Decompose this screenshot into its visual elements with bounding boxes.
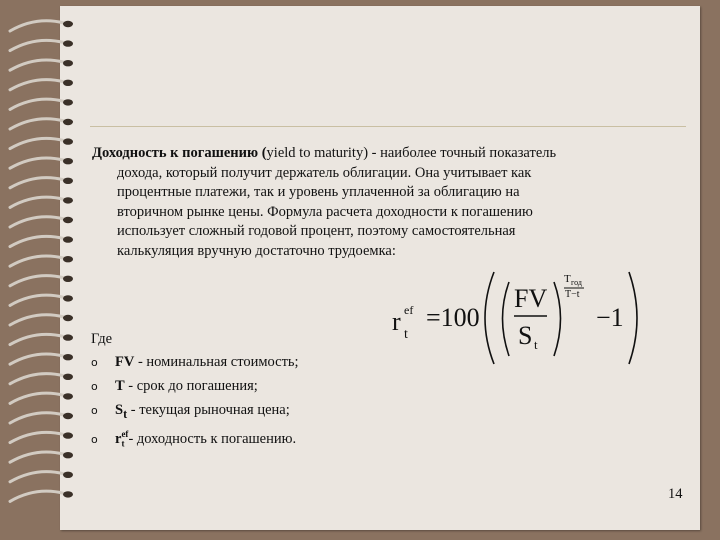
binding-hole [63, 178, 73, 184]
coil-wire [10, 158, 64, 168]
coil-wire [10, 217, 64, 227]
bullet-icon: o [91, 380, 98, 393]
spiral-binding [0, 0, 90, 540]
bullet-icon: o [91, 432, 98, 446]
def-text: - текущая рыночная цена; [127, 402, 290, 418]
coil-wire [10, 119, 64, 129]
fraction-denominator: S [518, 321, 533, 350]
binding-hole [63, 374, 73, 380]
page-number: 14 [668, 486, 683, 502]
para-line-1: ) - наиболее точный показатель [363, 145, 557, 161]
inner-paren-left [503, 282, 510, 356]
para-line-3: процентные платежи, так и уровень уплаченной за облигацию на [117, 184, 520, 201]
binding-hole [63, 40, 73, 46]
coil-wire [10, 99, 64, 109]
inner-paren-right [554, 282, 561, 356]
def-symbol-sub: t [123, 406, 128, 421]
binding-hole [63, 256, 73, 262]
def-symbol: S [115, 402, 124, 418]
fraction-numerator: FV [514, 284, 548, 313]
binding-hole [63, 276, 73, 282]
coil-wire [10, 491, 64, 501]
coil-wire [10, 315, 64, 325]
where-label: Где [91, 331, 113, 347]
binding-hole [63, 80, 73, 86]
formula-r: r [392, 307, 401, 336]
def-item-t [91, 376, 299, 400]
para-line-6: калькуляция вручную достаточно трудоемка: [117, 242, 396, 259]
binding-hole [63, 217, 73, 223]
coil-wire [10, 334, 64, 344]
term-bold: Доходность к погашению [92, 145, 259, 161]
coil-wire [10, 276, 64, 286]
coil-wire [10, 354, 64, 364]
binding-hole [63, 393, 73, 399]
binding-hole [63, 413, 73, 419]
binding-hole [63, 491, 73, 497]
def-symbol-sup: ef [121, 429, 129, 439]
coil-wire [10, 236, 64, 246]
formula-r-sub: t [404, 327, 408, 342]
coil-wire [10, 40, 64, 50]
coil-wire [10, 138, 64, 148]
binding-hole [63, 472, 73, 478]
binding-hole [63, 21, 73, 27]
binding-hole [63, 60, 73, 66]
bullet-icon: o [91, 356, 98, 369]
def-item-rtef [91, 424, 299, 448]
def-text: - доходность к погашению. [128, 430, 297, 447]
binding-hole [63, 354, 73, 360]
term-bracket: ( [258, 145, 267, 161]
def-text: - срок до погашения; [124, 378, 258, 394]
coil-wire [10, 413, 64, 423]
formula-equals-100: =100 [426, 303, 480, 332]
def-symbol: T [115, 378, 125, 394]
binding-hole [63, 99, 73, 105]
header-rule [90, 126, 686, 127]
def-item-st [91, 400, 299, 424]
term-english: yield to maturity [266, 145, 364, 161]
coil-wire [10, 393, 64, 403]
para-line-2: дохода, который получит держатель облигации. Она учитывает как [117, 164, 532, 181]
coil-wire [10, 432, 64, 442]
def-item-fv [91, 352, 299, 376]
formula-r-sup: ef [404, 303, 414, 317]
formula-minus-one: −1 [596, 303, 624, 332]
coil-wire [10, 472, 64, 482]
coil-wire [10, 295, 64, 305]
outer-paren-right [629, 272, 637, 364]
binding-hole [63, 452, 73, 458]
exponent-denominator: T−t [565, 289, 580, 300]
binding-hole [63, 138, 73, 144]
coil-wire [10, 80, 64, 90]
binding-hole [63, 295, 73, 301]
binding-hole [63, 315, 73, 321]
exponent-numerator-sub: год [571, 278, 582, 287]
outer-paren-left [485, 272, 494, 364]
bullet-icon: o [91, 404, 98, 417]
ytm-formula [384, 268, 644, 368]
binding-hole [63, 119, 73, 125]
coil-wire [10, 256, 64, 266]
coil-wire [10, 21, 64, 31]
coil-wire [10, 452, 64, 462]
definition-list [91, 352, 299, 448]
coil-wire [10, 197, 64, 207]
coil-wire [10, 374, 64, 384]
exponent-numerator: T [564, 273, 571, 285]
def-symbol-sub: t [121, 438, 125, 449]
binding-hole [63, 432, 73, 438]
binding-hole [63, 197, 73, 203]
binding-hole [63, 236, 73, 242]
def-symbol: r [115, 430, 122, 447]
para-line-5: использует сложный годовой процент, поэтому самостоятельная [117, 223, 516, 240]
fraction-denominator-sub: t [534, 337, 538, 352]
binding-hole [63, 158, 73, 164]
para-line-4: вторичном рынке цены. Формула расчета доходности к погашению [117, 203, 533, 220]
coil-wire [10, 178, 64, 188]
def-symbol: FV [115, 354, 135, 370]
def-text: - номинальная стоимость; [134, 354, 299, 370]
definition-paragraph [92, 144, 682, 262]
binding-hole [63, 334, 73, 340]
coil-wire [10, 60, 64, 70]
